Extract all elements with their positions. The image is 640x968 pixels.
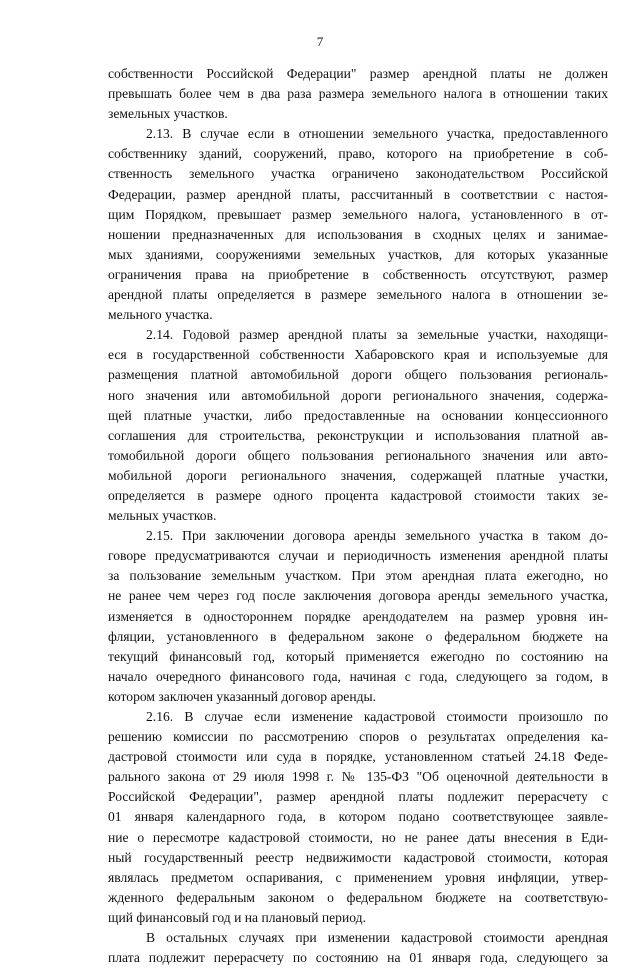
text-line: 2.16. В случае если изменение кадастровой стоимости произошло по — [146, 709, 608, 724]
body-text — [108, 64, 608, 968]
text-line: собственности Российской Федерации" размер арендной платы не должен — [108, 66, 608, 81]
text-line: ношении предназначенных для использования в сходных целях и занимае- — [108, 226, 608, 242]
text-line: 2.13. В случае если в отношении земельного участка, предоставленного — [146, 126, 608, 142]
text-line: щей платные участки, либо предоставленные на основании концессионного — [108, 407, 608, 423]
text-line: щим Порядком, превышает размер земельного налога, установленного в от- — [108, 206, 608, 222]
text-line: Российской Федерации", размер арендной платы подлежит перерасчету с — [108, 789, 608, 805]
text-line: размещения платной автомобильной дороги общего пользования региональ- — [108, 367, 608, 383]
text-line: земельных участков. — [108, 106, 228, 122]
text-line: рального закона от 29 июля 1998 г. № 135-ФЗ "Об оценочной деятельности в — [108, 769, 608, 785]
text-line: ограничения права на приобретение в собственность отсутствуют, размер — [108, 266, 608, 282]
text-line: мельных участков. — [108, 508, 217, 524]
text-line: мельного участка. — [108, 307, 213, 323]
text-line: Федерации, размер арендной платы, рассчитанный в соответствии с настоя- — [108, 186, 608, 202]
text-line: жденного федеральным законом о федеральном бюджете на соответствую- — [108, 889, 608, 905]
text-line: ного значения или автомобильной дороги регионального значения, содержа- — [108, 387, 608, 403]
text-line: В остальных случаях при изменении кадастровой стоимости арендная — [146, 930, 608, 946]
text-line: арендной платы определяется в размере земельного налога в отношении зе- — [108, 287, 608, 303]
text-line: ственность земельного участка ограничено законодательством Российской — [108, 166, 608, 182]
text-line: мобильной дороги регионального значения, содержащей платные участки, — [108, 467, 608, 483]
text-line: превышать более чем в два раза размера земельного налога в отношении таких — [108, 86, 608, 102]
text-line: являлась предметом оспаривания, с применением уровня инфляции, утвер- — [108, 869, 608, 885]
text-line: 01 января календарного года, в котором подано соответствующее заявле- — [108, 809, 608, 825]
text-line: мых зданиями, сооружениями земельных участков, для которых указанные — [108, 246, 608, 262]
text-line: котором заключен указанный договор аренды. — [108, 688, 377, 704]
page-number: 7 — [316, 34, 324, 49]
text-line: 2.15. При заключении договора аренды земельного участка в таком до- — [146, 528, 608, 544]
text-line: текущий финансовый год, который применяется ежегодно по состоянию на — [108, 648, 608, 664]
text-line: дастровой стоимости или суда в порядке, установленном статьей 24.18 Феде- — [108, 749, 608, 765]
text-line: фляции, установленного в федеральном законе о федеральном бюджете на — [108, 628, 608, 644]
text-line: 2.14. Годовой размер арендной платы за земельные участки, находящи- — [146, 327, 608, 343]
text-line: решению комиссии по рассмотрению споров о результатах определения ка- — [108, 729, 608, 745]
text-line: ный государственный реестр недвижимости кадастровой стоимости, которая — [108, 849, 608, 865]
text-line: еся в государственной собственности Хабаровского края и используемые для — [108, 347, 608, 363]
text-line: начало очередного финансового года, начиная с года, следующего за годом, в — [108, 668, 608, 684]
text-line: определяется в размере одного процента кадастровой стоимости таких зе- — [108, 487, 608, 503]
text-line: собственнику зданий, сооружений, право, которого на приобретение в соб- — [108, 146, 608, 162]
text-line: томобильной дороги общего пользования регионального значения или авто- — [108, 447, 608, 463]
text-line: за пользование земельным участком. При этом арендная плата ежегодно, но — [108, 568, 608, 584]
text-line: говоре предусматриваются случаи и периодичность изменения арендной платы — [108, 548, 608, 564]
text-line: щий финансовый год и на плановый период. — [108, 909, 366, 925]
text-line: не ранее чем через год после заключения договора аренды земельного участка, — [108, 588, 608, 604]
text-line: соглашения для строительства, реконструкции и использования платной ав- — [108, 427, 608, 443]
text-line: плата подлежит перерасчету по состоянию на 01 января года, следующего за — [108, 950, 608, 966]
text-line: ние о пересмотре кадастровой стоимости, но не ранее даты внесения в Еди- — [108, 829, 608, 845]
text-line: изменяется в одностороннем порядке арендодателем на размер уровня ин- — [108, 608, 608, 624]
